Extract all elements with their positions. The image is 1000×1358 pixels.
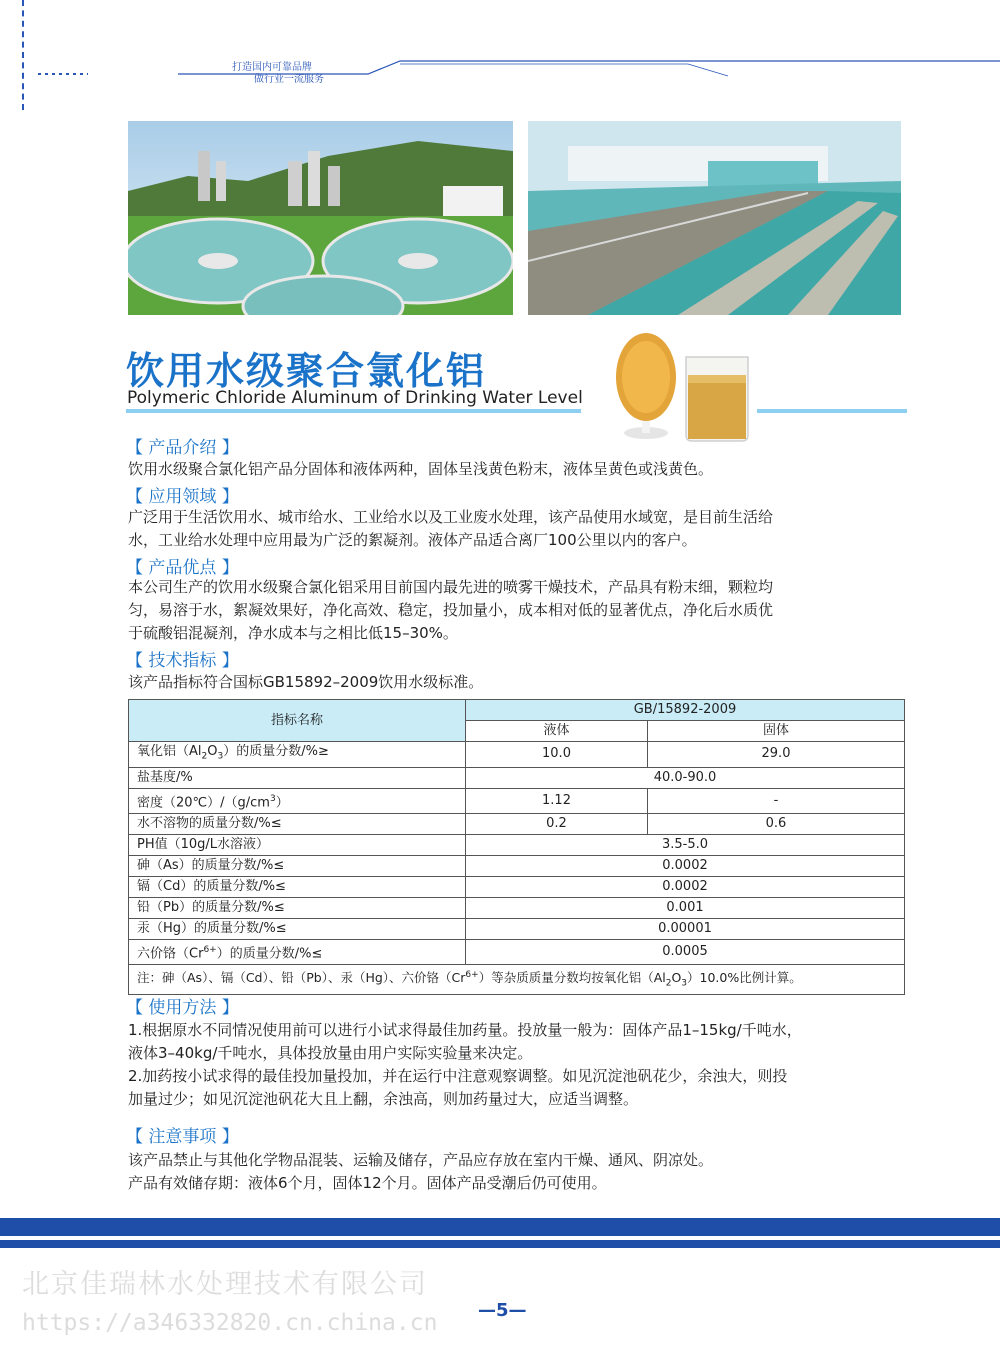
title-underline-left xyxy=(126,409,581,413)
row-pb-value: 0.001 xyxy=(466,897,905,918)
product-title-cn: 饮用水级聚合氯化铝 xyxy=(126,349,487,393)
header-slogan xyxy=(232,62,324,86)
row-ph-value: 3.5-5.0 xyxy=(466,834,905,855)
row-name-basicity: 盐基度/% xyxy=(129,767,466,788)
application-line1: 广泛用于生活饮用水、城市给水、工业给水以及工业废水处理，该产品使用水域宽，是目前生活给 xyxy=(128,508,774,526)
water-plant-photo-right xyxy=(528,121,901,315)
page-number: —5— xyxy=(478,1300,527,1321)
advantages-line3: 于硫酸铝混凝剂，净水成本与之相比低15–30%。 xyxy=(128,624,458,642)
row-name-pb: 铅（Pb）的质量分数/%≤ xyxy=(129,897,466,918)
row-name-cr: 六价铬$(Cr^{6+})$的质量分数/%≤ xyxy=(129,939,466,964)
footer-band-top xyxy=(0,1218,1000,1236)
url-watermark: https://a346332820.cn.china.cn xyxy=(22,1310,438,1336)
row-hg-value: 0.00001 xyxy=(466,918,905,939)
notes-line1: 该产品禁止与其他化学物品混装、运输及储存，产品应存放在室内干燥、通风、阴凉处。 xyxy=(128,1151,714,1169)
table-note: 注：砷（As）、镉（Cd）、铅（Pb）、汞（Hg）、六价铬$(Cr^{6+})$等杂质质量分数均按氧化铝$(Al_2O_3)10.0\%$比例计算。 xyxy=(129,965,905,995)
usage-line1: 1.根据原水不同情况使用前可以进行小试求得最佳加药量。投放量一般为：固体产品1–15kg/千吨水， xyxy=(128,1021,802,1039)
table-row xyxy=(129,918,905,939)
row-density-solid: - xyxy=(648,788,905,813)
advantages-text xyxy=(128,576,898,645)
row-al2o3-liquid: 10.0 xyxy=(466,742,648,768)
row-density-liquid: 1.12 xyxy=(466,788,648,813)
table-row xyxy=(129,876,905,897)
table-row xyxy=(129,742,905,768)
section-heading-intro: 【 产品介绍 】 xyxy=(126,438,239,458)
table-row xyxy=(129,813,905,834)
row-name-hg: 汞（Hg）的质量分数/%≤ xyxy=(129,918,466,939)
row-name-cd: 镉（Cd）的质量分数/%≤ xyxy=(129,876,466,897)
application-line2: 水，工业给水处理中应用最为广泛的絮凝剂。液体产品适合离厂100公里以内的客户。 xyxy=(128,531,697,549)
table-row xyxy=(129,767,905,788)
section-heading-usage: 【 使用方法 】 xyxy=(126,998,239,1018)
intro-text: 饮用水级聚合氯化铝产品分固体和液体两种，固体呈浅黄色粉末，液体呈黄色或浅黄色。 xyxy=(128,460,714,478)
header-dashed-vertical-line xyxy=(22,0,24,110)
company-watermark: 北京佳瑞林水处理技术有限公司 xyxy=(22,1269,428,1300)
usage-line3: 2.加药按小试求得的最佳投加量投加，并在运行中注意观察调整。如见沉淀池矾花少，余浊大，则投 xyxy=(128,1067,788,1085)
row-insoluble-liquid: 0.2 xyxy=(466,813,648,834)
table-row xyxy=(129,897,905,918)
section-heading-advantages: 【 产品优点 】 xyxy=(126,558,239,578)
table-row xyxy=(129,788,905,813)
row-name-insoluble: 水不溶物的质量分数/%≤ xyxy=(129,813,466,834)
row-al2o3-solid: 29.0 xyxy=(648,742,905,768)
application-text xyxy=(128,506,898,552)
section-heading-application: 【 应用领域 】 xyxy=(126,487,239,507)
row-insoluble-solid: 0.6 xyxy=(648,813,905,834)
section-heading-notes: 【 注意事项 】 xyxy=(126,1127,239,1147)
table-header-name: 指标名称 xyxy=(129,700,466,742)
water-plant-photo-left xyxy=(128,121,513,315)
slogan-line2: 做行业一流服务 xyxy=(254,74,324,85)
row-as-value: 0.0002 xyxy=(466,855,905,876)
usage-line2: 液体3–40kg/千吨水，具体投放量由用户实际实验量来决定。 xyxy=(128,1044,533,1062)
row-cr-value: 0.0005 xyxy=(466,939,905,964)
row-name-density: 密度$(20℃)/(g/cm^3)$ xyxy=(129,788,466,813)
table-row xyxy=(129,855,905,876)
product-samples-image xyxy=(608,327,760,447)
table-header-solid: 固体 xyxy=(648,721,905,742)
row-name-as: 砷（As）的质量分数/%≤ xyxy=(129,855,466,876)
notes-line2: 产品有效储存期：液体6个月，固体12个月。固体产品受潮后仍可使用。 xyxy=(128,1174,607,1192)
spec-table xyxy=(128,699,905,995)
footer-band-bottom xyxy=(0,1240,1000,1248)
row-cd-value: 0.0002 xyxy=(466,876,905,897)
advantages-line1: 本公司生产的饮用水级聚合氯化铝采用目前国内最先进的喷雾干燥技术，产品具有粉末细，颗粒均 xyxy=(128,578,774,596)
usage-text xyxy=(128,1019,898,1111)
table-row xyxy=(129,834,905,855)
header-decorative-line xyxy=(38,60,1000,80)
section-heading-specs: 【 技术指标 】 xyxy=(126,651,239,671)
product-title-en: Polymeric Chloride Aluminum of Drinking Water Level xyxy=(127,388,583,408)
slogan-line1: 打造国内可靠品牌 xyxy=(232,62,312,73)
title-underline-right xyxy=(757,409,907,413)
table-header-standard: GB/15892-2009 xyxy=(466,700,905,721)
table-note-row xyxy=(129,965,905,995)
notes-text xyxy=(128,1149,898,1195)
row-name-al2o3: 氧化铝$(Al_2O_3)$的质量分数/%≥ xyxy=(129,742,466,768)
row-basicity-value: 40.0-90.0 xyxy=(466,767,905,788)
specs-text: 该产品指标符合国标GB15892–2009饮用水级标准。 xyxy=(128,673,484,691)
table-header-liquid: 液体 xyxy=(466,721,648,742)
table-row xyxy=(129,939,905,964)
usage-line4: 加量过少；如见沉淀池矾花大且上翻，余浊高，则加药量过大，应适当调整。 xyxy=(128,1090,639,1108)
advantages-line2: 匀，易溶于水，絮凝效果好，净化高效、稳定，投加量小，成本相对低的显著优点，净化后水质优 xyxy=(128,601,774,619)
row-name-ph: PH值（10g/L水溶液） xyxy=(129,834,466,855)
